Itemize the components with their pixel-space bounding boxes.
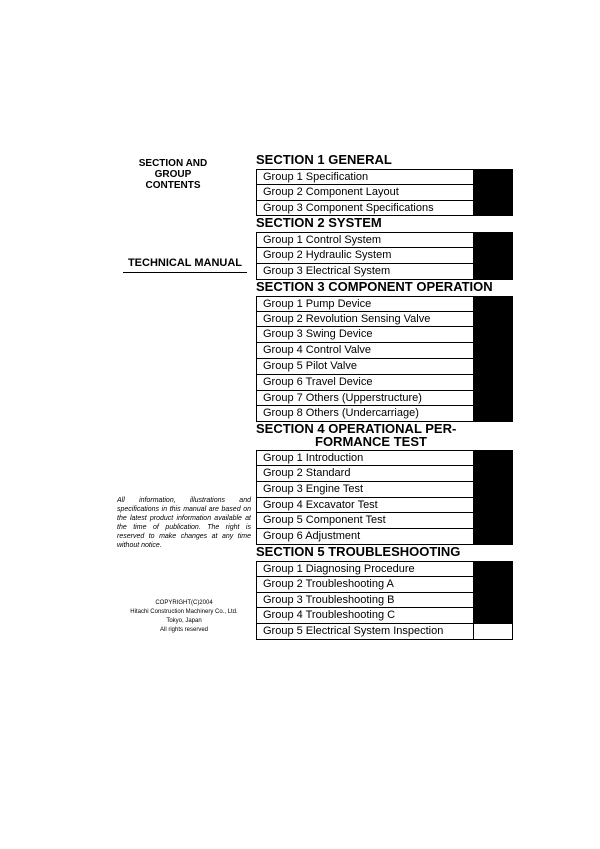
copyright-line: Tokyo, Japan	[166, 618, 202, 624]
group-row[interactable]	[256, 232, 513, 248]
group-row[interactable]	[256, 561, 513, 577]
thumb-index-tab	[473, 248, 512, 263]
group-row[interactable]	[256, 498, 513, 514]
section-block	[256, 545, 513, 640]
contents-heading	[128, 158, 218, 191]
group-label: Group 1 Specification	[263, 171, 369, 183]
section-title-line: SECTION 4 OPERATIONAL PER-	[256, 421, 457, 437]
thumb-index-tab	[473, 264, 512, 279]
group-row[interactable]	[256, 264, 513, 280]
copyright-block	[117, 599, 251, 635]
group-label: Group 5 Component Test	[263, 514, 386, 527]
group-label: Group 4 Excavator Test	[263, 498, 378, 511]
group-row[interactable]	[256, 343, 513, 359]
group-label: Group 4 Troubleshooting C	[263, 609, 396, 622]
group-row[interactable]	[256, 185, 513, 201]
section-title-line: SECTION 3 COMPONENT OPERATION	[256, 278, 493, 294]
copyright-line: All rights reserved	[159, 627, 209, 633]
thumb-index-tab	[473, 451, 512, 465]
group-label: Group 2 Hydraulic System	[263, 249, 392, 262]
group-label: Group 2 Revolution Sensing Valve	[263, 312, 431, 325]
thumb-index-tab	[473, 185, 512, 200]
group-label: Group 3 Swing Device	[263, 328, 373, 341]
thumb-index-tab	[473, 359, 512, 374]
group-row[interactable]	[256, 312, 513, 328]
thumb-index-tab	[473, 375, 512, 390]
section-title[interactable]	[256, 280, 513, 296]
thumb-index-tab	[473, 391, 512, 406]
group-row[interactable]	[256, 327, 513, 343]
group-label: Group 1 Introduction	[263, 452, 364, 465]
group-label: Group 1 Control System	[263, 234, 381, 247]
section-title[interactable]	[256, 422, 513, 450]
thumb-index-tab	[473, 498, 512, 513]
section-title[interactable]	[256, 153, 513, 169]
section-title-line: FORMANCE TEST	[315, 434, 427, 450]
thumb-index-tab	[473, 312, 512, 327]
section-title[interactable]	[256, 545, 513, 561]
group-label: Group 7 Others (Upperstructure)	[263, 391, 422, 404]
group-row[interactable]	[256, 577, 513, 593]
thumb-index-tab	[473, 201, 512, 216]
thumb-index-tab	[473, 529, 512, 544]
group-label: Group 3 Troubleshooting B	[263, 593, 395, 606]
group-row[interactable]	[256, 391, 513, 407]
group-row[interactable]	[256, 296, 513, 312]
group-row[interactable]	[256, 169, 513, 185]
contents-heading-line1: SECTION AND GROUP	[138, 158, 208, 180]
group-label: Group 6 Travel Device	[263, 375, 373, 388]
section-title-line: SECTION 5 TROUBLESHOOTING	[256, 543, 461, 559]
group-row[interactable]	[256, 248, 513, 264]
thumb-index-tab	[473, 406, 512, 421]
contents-heading-line2: CONTENTS	[145, 180, 201, 191]
thumb-index-tab	[473, 482, 512, 497]
thumb-index-tab	[473, 466, 512, 481]
group-label: Group 4 Control Valve	[263, 344, 372, 357]
group-label: Group 3 Engine Test	[263, 482, 364, 495]
table-of-contents	[256, 153, 513, 640]
group-row[interactable]	[256, 513, 513, 529]
section-block	[256, 422, 513, 545]
group-label: Group 1 Pump Device	[263, 297, 372, 310]
section-title[interactable]	[256, 216, 513, 232]
section-title-line: SECTION 2 SYSTEM	[256, 215, 382, 231]
group-row[interactable]	[256, 201, 513, 217]
group-label: Group 5 Electrical System Inspection	[263, 625, 444, 638]
thumb-index-tab	[473, 608, 512, 623]
group-label: Group 2 Standard	[263, 466, 351, 479]
group-row[interactable]	[256, 359, 513, 375]
group-row[interactable]	[256, 375, 513, 391]
thumb-index-tab	[473, 624, 512, 639]
group-label: Group 8 Others (Undercarriage)	[263, 407, 419, 420]
group-row[interactable]	[256, 482, 513, 498]
thumb-index-tab	[473, 170, 512, 184]
copyright-line: COPYRIGHT(C)2004	[155, 600, 213, 606]
group-row[interactable]	[256, 450, 513, 466]
section-block	[256, 216, 513, 279]
copyright-line: Hitachi Construction Machinery Co., Ltd.	[130, 609, 238, 615]
group-label: Group 1 Diagnosing Procedure	[263, 562, 415, 575]
notice-text: All information, illustrations and specifications in this manual are based on the latest product information available at the time of publication. The right is reserved to make changes at any time without notice.	[117, 497, 251, 549]
thumb-index-tab	[473, 233, 512, 247]
section-title-line: SECTION 1 GENERAL	[256, 152, 392, 167]
thumb-index-tab	[473, 343, 512, 358]
group-label: Group 3 Component Specifications	[263, 201, 434, 214]
group-row[interactable]	[256, 593, 513, 609]
section-block	[256, 153, 513, 216]
group-row[interactable]	[256, 624, 513, 640]
thumb-index-tab	[473, 562, 512, 576]
group-label: Group 5 Pilot Valve	[263, 359, 357, 372]
group-label: Group 2 Component Layout	[263, 185, 399, 198]
group-row[interactable]	[256, 466, 513, 482]
group-row[interactable]	[256, 406, 513, 422]
thumb-index-tab	[473, 297, 512, 311]
group-row[interactable]	[256, 529, 513, 545]
thumb-index-tab	[473, 513, 512, 528]
thumb-index-tab	[473, 327, 512, 342]
manual-title: TECHNICAL MANUAL	[123, 257, 247, 273]
group-label: Group 6 Adjustment	[263, 530, 361, 543]
group-row[interactable]	[256, 608, 513, 624]
section-block	[256, 280, 513, 422]
thumb-index-tab	[473, 593, 512, 608]
group-label: Group 2 Troubleshooting A	[263, 577, 394, 590]
group-label: Group 3 Electrical System	[263, 264, 391, 277]
thumb-index-tab	[473, 577, 512, 592]
